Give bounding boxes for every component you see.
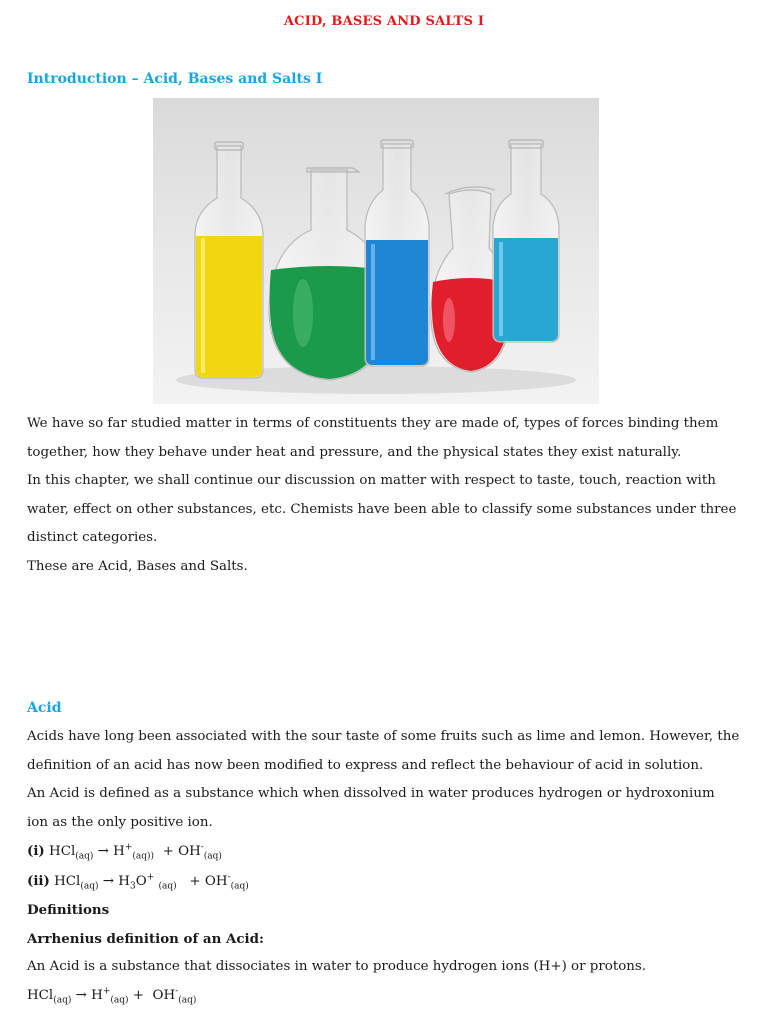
intro-line: These are Acid, Bases and Salts.	[27, 558, 248, 574]
eq-product: OH	[204, 873, 228, 889]
intro-line: distinct categories.	[27, 530, 158, 545]
eq-state: (aq)	[203, 851, 222, 862]
intro-line: In this chapter, we shall continue our discussion on matter with respect to taste, touch, reaction with	[27, 473, 716, 488]
eq-charge: -	[175, 986, 179, 997]
colored-bottles-image	[153, 98, 599, 404]
acid-line: definition of an acid has now been modified to express and reflect the behaviour of acid in solution.	[27, 757, 704, 773]
eq-state: (aq)	[110, 995, 129, 1006]
eq-subscript: 3	[129, 881, 136, 892]
eq-charge: +	[146, 872, 155, 883]
intro-paragraph	[27, 410, 747, 581]
eq-state: (aq)	[178, 995, 197, 1006]
bottles-photo	[153, 98, 599, 404]
equation-label: (ii)	[27, 872, 50, 889]
eq-product: OH	[152, 987, 176, 1003]
eq-charge: -	[200, 842, 204, 853]
yellow-bottle	[195, 142, 263, 378]
equation-1	[27, 837, 747, 867]
eq-product: OH	[178, 844, 201, 859]
eq-charge: +	[102, 986, 111, 997]
eq-reactant: HCl	[49, 844, 76, 859]
arrhenius-text: An Acid is a substance that dissociates in water to produce hydrogen ions (H+) or protons.	[27, 959, 647, 974]
eq-reactant: HCl	[27, 987, 54, 1003]
blue-bottle	[365, 140, 429, 366]
eq-charge: -	[227, 872, 231, 883]
acid-section	[27, 723, 747, 1010]
eq-product: H	[118, 873, 130, 889]
equation-3	[27, 982, 747, 1011]
acid-line: An Acid is defined as a substance which when dissolved in water produces hydrogen or hydroxonium	[27, 786, 715, 801]
acid-line: Acids have long been associated with the sour taste of some fruits such as lime and lemon. However, the	[27, 729, 740, 744]
intro-line: water, effect on other substances, etc. Chemists have been able to classify some substances under three	[27, 501, 737, 517]
eq-plus: +	[132, 987, 145, 1003]
intro-heading: Introduction – Acid, Bases and Salts I	[27, 71, 323, 87]
equation-label: (i)	[27, 843, 45, 859]
eq-reactant: HCl	[54, 873, 81, 889]
acid-heading: Acid	[27, 700, 62, 716]
eq-charge: +	[124, 842, 133, 853]
page-title: ACID, BASES AND SALTS I	[283, 14, 485, 29]
intro-line: We have so far studied matter in terms of constituents they are made of, types of forces binding them	[27, 416, 719, 431]
arrow-icon: →	[102, 873, 114, 889]
arrow-icon: →	[75, 987, 87, 1003]
eq-state: (aq)	[80, 881, 99, 892]
cyan-bottle	[493, 140, 559, 342]
intro-line: together, how they behave under heat and pressure, and the physical states they exist naturally.	[27, 444, 682, 460]
acid-line: ion as the only positive ion.	[27, 814, 213, 830]
eq-product: O	[135, 873, 147, 889]
eq-plus: +	[162, 844, 174, 859]
eq-state: (aq)	[53, 995, 72, 1006]
eq-state: (aq)	[230, 881, 249, 892]
eq-state: (aq)	[158, 881, 177, 892]
eq-plus: +	[189, 873, 201, 889]
eq-state: (aq)	[75, 851, 94, 862]
arrhenius-heading: Arrhenius definition of an Acid:	[27, 930, 264, 947]
eq-state: (aq))	[132, 851, 155, 862]
equation-2	[27, 867, 747, 897]
eq-product: H	[113, 844, 125, 859]
definitions-heading: Definitions	[27, 902, 110, 918]
eq-product: H	[91, 987, 103, 1003]
arrow-icon: →	[97, 844, 109, 859]
